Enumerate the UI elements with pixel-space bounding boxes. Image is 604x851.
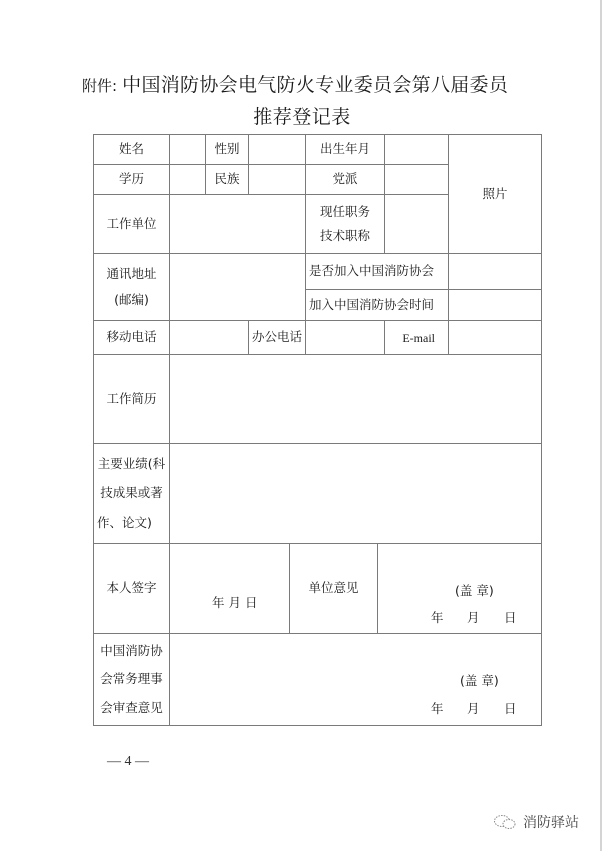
- review-field[interactable]: [169, 633, 542, 726]
- document-title: [82, 70, 508, 97]
- workplace-field[interactable]: [169, 194, 306, 254]
- unit-opinion-label: 单位意见: [289, 543, 378, 634]
- address-field[interactable]: [169, 253, 306, 321]
- name-field[interactable]: [169, 134, 206, 165]
- email-field[interactable]: [448, 320, 542, 355]
- attachment-prefix: 附件:: [82, 77, 118, 95]
- party-field[interactable]: [384, 164, 449, 195]
- review-label-line1: 中国消防协: [100, 642, 163, 658]
- party-label: 党派: [305, 164, 385, 195]
- member-time-field[interactable]: [448, 289, 542, 321]
- member-question-label: 是否加入中国消防协会: [305, 253, 449, 290]
- gender-label: 性别: [205, 134, 249, 165]
- watermark-text: 消防驿站: [523, 815, 579, 831]
- achievements-label-line1: 主要业绩(科: [97, 455, 166, 471]
- unit-seal: (盖 章): [455, 583, 494, 598]
- signature-date: 年 月 日: [212, 595, 258, 610]
- signature-field[interactable]: [169, 543, 290, 634]
- achievements-field[interactable]: [169, 443, 542, 544]
- signature-label: 本人签字: [93, 543, 170, 634]
- address-label-line1: 通讯地址: [106, 265, 157, 281]
- unit-date-year: 年: [431, 610, 444, 625]
- resume-label: 工作简历: [93, 354, 170, 444]
- review-seal: (盖 章): [460, 673, 499, 688]
- position-field[interactable]: [384, 194, 449, 254]
- review-date-month: 月: [467, 701, 480, 716]
- member-time-label: 加入中国消防协会时间: [305, 289, 449, 321]
- birth-field[interactable]: [384, 134, 449, 165]
- education-field[interactable]: [169, 164, 206, 195]
- unit-date-month: 月: [467, 610, 480, 625]
- review-label: [93, 633, 170, 726]
- address-label: [93, 253, 170, 321]
- education-label: 学历: [93, 164, 170, 195]
- ethnicity-label: 民族: [205, 164, 249, 195]
- member-question-field[interactable]: [448, 253, 542, 290]
- review-label-line2: 会常务理事: [100, 671, 163, 687]
- address-label-line2: (邮编): [114, 292, 149, 307]
- title-line-1: 中国消防协会电气防火专业委员会第八届委员: [122, 74, 509, 96]
- wechat-icon: [493, 814, 517, 830]
- unit-opinion-field[interactable]: [377, 543, 542, 634]
- title-line-2: 推荐登记表: [253, 106, 351, 128]
- achievements-label: [93, 443, 170, 544]
- mobile-field[interactable]: [169, 320, 249, 355]
- birth-label: 出生年月: [305, 134, 385, 165]
- review-label-line3: 会审查意见: [100, 699, 163, 715]
- office-phone-field[interactable]: [305, 320, 385, 355]
- gender-field[interactable]: [248, 134, 306, 165]
- review-date-day: 日: [504, 701, 517, 716]
- mobile-label: 移动电话: [93, 320, 170, 355]
- position-title-label: [305, 194, 385, 254]
- resume-field[interactable]: [169, 354, 542, 444]
- tech-title-label: 技术职称: [319, 228, 370, 243]
- watermark: [493, 812, 579, 832]
- photo-box[interactable]: 照片: [448, 134, 542, 254]
- workplace-label: 工作单位: [93, 194, 170, 254]
- unit-date-day: 日: [504, 610, 517, 625]
- review-date-year: 年: [431, 701, 444, 716]
- email-label: E-mail: [384, 320, 449, 355]
- page-number: — 4 —: [107, 754, 149, 769]
- office-phone-label: 办公电话: [248, 320, 306, 355]
- achievements-label-line2: 技成果或著: [100, 485, 163, 501]
- position-label: 现任职务: [319, 203, 370, 219]
- name-label: 姓名: [93, 134, 170, 165]
- ethnicity-field[interactable]: [248, 164, 306, 195]
- achievements-label-line3: 作、论文): [97, 514, 152, 530]
